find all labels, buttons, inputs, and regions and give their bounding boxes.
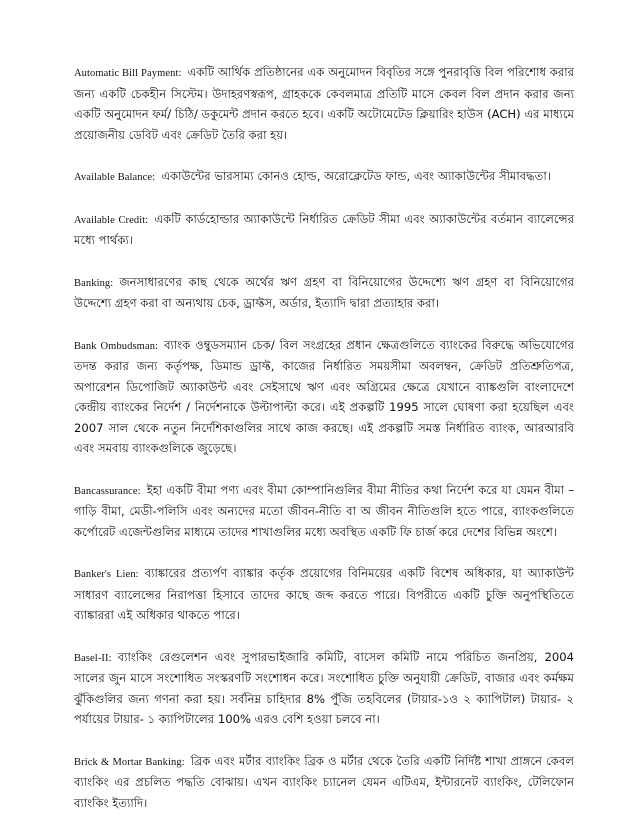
entry-definition: জনসাধারণের কাছ থেকে অর্থের ঋণ গ্রহণ বা বিনিয়োগের উদ্দেশ্যে ঋণ গ্রহণ বা বিনিয়োগের উদ্দেশ্যে গ্রহণ করা বা অন্যথায় চেক, ড্রাফ্টস, অর্ডার, ইত্যাদি দ্বারা প্রত্যাহার করা। xyxy=(74,274,574,310)
entry-term: Brick & Mortar Banking: xyxy=(74,756,185,768)
entry-term: Bank Ombudsman: xyxy=(74,340,159,352)
glossary-entry-bankers-lien xyxy=(74,563,574,626)
entry-term: Bancassurance: xyxy=(74,485,141,497)
entry-term: Automatic Bill Payment: xyxy=(74,68,182,79)
entry-definition: একটি আর্থিক প্রতিষ্ঠানের এক অনুমোদন বিবৃতির সঙ্গে পুনরাবৃত্তি বিল পরিশোধ করার জন্য একটি চেকহীন সিস্টেম। উদাহরণস্বরূপ, গ্রাহককে কেবলমাত্র প্রতিটি মাসে কেবল বিল প্রদান করার জন্য একটি অনুমোদন ফর্ম/ চিঠি/ ডকুমেন্ট প্রদান করতে হবে। একটি অটোমেটেড ক্লিয়ারিং হাউস (ACH) এর মাধ্যমে প্রয়োজনীয় ডেবিট এবং ক্রেডিট তৈরি করা হয়। xyxy=(74,65,574,142)
entry-definition: ইহা একটি বীমা পণ্য এবং বীমা কোম্পানিগুলির বীমা নীতির কথা নির্দেশ করে যা যেমন বীমা – গাড়ি বীমা, মেডী-পলিসি এবং অন্যদের মতো জীবন-নীতি বা অ জীবন নীতিগুলি হতে পারে, ব্যাংকগুলিতে কর্পোরেট এজেন্টগুলির মাধ্যমে তাদের শাখাগুলির মধ্যে অবস্থিত একটি ফি চার্জ করে দেশের বিভিন্ন অংশে। xyxy=(74,482,574,539)
entry-term: Available Credit: xyxy=(74,214,149,226)
entry-definition: একাউন্টের ভারসাম্য কোনও হোল্ড, অরোক্লেটেড ফান্ড, এবং অ্যাকাউন্টের সীমাবদ্ধতা। xyxy=(161,169,551,183)
glossary-entry-bank-ombudsman xyxy=(74,335,574,459)
entry-term: Banker's Lien: xyxy=(74,569,139,580)
glossary-entry-basel-ii xyxy=(74,647,574,730)
glossary-entry-available-balance xyxy=(74,166,574,188)
entry-definition: ব্যাঙ্কারের প্রত্যর্পণ ব্যাঙ্কার কর্তৃক প্রয়োগের বিনিময়ের একটি বিশেষ অধিকার, যা অ্যাকাউন্ট সাধারণ ব্যালেন্সের নিরাপত্তা হিসাবে তাদের কাছে জব্দ করতে পারে। বিপরীতে একটি চুক্তি অনুপস্থিতিতে ব্যাঙ্কাররা এই অধিকার থাকতে পারে। xyxy=(74,566,574,622)
entry-definition: ব্যাংকিং রেগুলেশন এবং সুপারভাইজারি কমিটি, বাসেল কমিটি নামে পরিচিত জনপ্রিয়, 2004 সালের জুন মাসে সংশোধিত সংস্করণটি সংশোধন করে। সংশোধিত চুক্তি অনুযায়ী ক্রেডিট, বাজার এবং কর্মক্ষম ঝুঁকিগুলির জন্য গণনা করা হয়। সর্বনিম্ন চাহিদার 8% পুঁজি তহবিলের (টায়ার-১ও ২ ক্যাপিটাল) টায়ার- ২ পর্যায়ের টায়ার- ১ ক্যাপিটালের 100% এরও বেশি হওয়া চলবে না। xyxy=(74,649,574,726)
entry-definition: ব্রিক এবং মর্টার ব্যাংকিং ব্রিক ও মর্টার থেকে তৈরি একটি নির্দিষ্ট শাখা প্রাঙ্গনে কেবল ব্যাংকিং এর প্রচলিত পদ্ধতি বোঝায়। এখন ব্যাংকিং চ্যানেল যেমন এটিএম, ইন্টারনেট ব্যাংকিং, টেলিফোন ব্যাংকিং ইত্যাদি। xyxy=(74,753,574,810)
entry-term: Available Balance: xyxy=(74,172,156,183)
entry-term: Banking: xyxy=(74,277,114,289)
glossary-entry-brick-mortar-banking xyxy=(74,751,574,814)
glossary-entry-bancassurance xyxy=(74,480,574,543)
glossary-entry-available-credit xyxy=(74,209,574,251)
glossary-entry-banking xyxy=(74,272,574,314)
entry-term: Basel-II: xyxy=(74,652,112,664)
glossary-entry-automatic-bill-payment xyxy=(74,62,574,145)
entry-definition: একটি কার্ডহোল্ডার অ্যাকাউন্টে নির্ধারিত ক্রেডিট সীমা এবং অ্যাকাউন্টের বর্তমান ব্যালেন্সের মধ্যে পার্থক্য। xyxy=(74,211,574,247)
entry-definition: ব্যাংক ওম্বুডসম্যান চেক/ বিল সংগ্রহের প্রধান ক্ষেত্রগুলিতে ব্যাংকের বিরুদ্ধে অভিযোগের তদন্ত করার জন্য কর্তৃপক্ষ, ডিমান্ড ড্রাফ্ট, কাজের নির্ধারিত সময়সীমা অবলম্বন, ক্রেডিট প্রতিশ্রুতিপত্র, অপারেশন ডিপোজিট অ্যাকাউন্ট এবং সেইসাথে ঋণ এবং অগ্রিমের ক্ষেত্রে যেখানে ব্যাঙ্কগুলি বাংলাদেশে কেন্দ্রীয় ব্যাংকের নির্দেশ / নির্দেশনাকে উল্টাপাল্টা করে। এই প্রকল্পটি 1995 সালে ঘোষণা করা হয়েছিল এবং 2007 সাল থেকে নতুন নির্দেশিকাগুলির সাথে কাজ করছে। এই প্রকল্পটি সমস্ত নির্ধারিত ব্যাংক, আরআরবি এবং সমবায় ব্যাংকগুলিকে জুড়েছে। xyxy=(74,337,574,455)
glossary-page xyxy=(74,62,574,834)
